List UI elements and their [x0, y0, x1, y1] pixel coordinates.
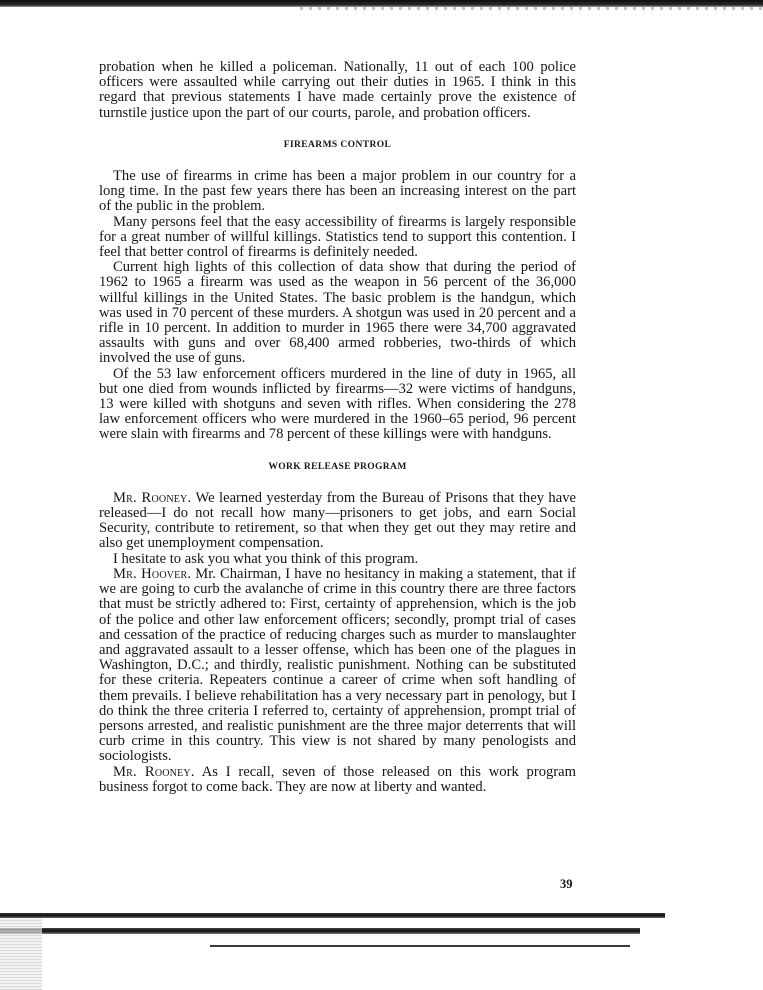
scan-speckle: [300, 7, 763, 10]
speaker-name: Mr. Rooney.: [113, 763, 195, 780]
paragraph-continuation: probation when he killed a policeman. Nationally, 11 out of each 100 police officers were assaulted while carrying out their duties in 1965. I think in this regard that previous statements I have made certainly prove the existence of turnstile justice upon the part of our courts, parole, and probation officers.: [99, 59, 576, 121]
page-number: 39: [560, 877, 573, 891]
paragraph: [99, 567, 576, 765]
paragraph-text: As I recall, seven of those released on this work program business forgot to come back. They are now at liberty and wanted.: [99, 763, 576, 795]
paragraph: Current high lights of this collection of data show that during the period of 1962 to 1965 a firearm was used as the weapon in 56 percent of the 36,000 willful killings in the United States. The basic problem is the handgun, which was used in 70 percent of these murders. A shotgun was used in 20 percent and a rifle in 10 percent. In addition to murder in 1965 there were 34,700 aggravated assaults with guns and over 68,400 armed robberies, two-thirds of which involved the use of guns.: [99, 259, 576, 367]
scan-border-bottom: [0, 928, 640, 934]
paragraph-text: We learned yesterday from the Bureau of Prisons that they have released—I do not recall how many—prisoners to get jobs, and earn Social Security, contribute to retirement, so that when they get out they may retire and also get unemployment compensation.: [99, 489, 576, 552]
section-heading-firearms-control: FIREARMS CONTROL: [283, 139, 392, 150]
paragraph: The use of firearms in crime has been a major problem in our country for a long time. In the past few years there has been an increasing interest on the part of the public in the problem.: [99, 168, 576, 215]
paragraph: [99, 765, 576, 795]
speaker-name: Mr. Hoover.: [113, 565, 192, 582]
paragraph: Of the 53 law enforcement officers murdered in the line of duty in 1965, all but one died from wounds inflicted by firearms—32 were victims of handguns, 13 were killed with shotguns and seven with rifles. When considering the 278 law enforcement officers who were murdered in the 1960–65 period, 96 percent were slain with firearms and 78 percent of these killings were with handguns.: [99, 365, 576, 443]
scan-border-bottom: [0, 913, 665, 918]
paragraph: [99, 491, 576, 552]
scan-edge-shadow: [0, 918, 42, 990]
paragraph: I hesitate to ask you what you think of this program.: [113, 550, 419, 567]
scan-border-top: [0, 0, 763, 7]
document-body: [99, 60, 576, 795]
speaker-name: Mr. Rooney.: [113, 489, 192, 506]
paragraph-text: Mr. Chairman, I have no hesitancy in making a statement, that if we are going to curb the avalanche of crime in this country there are three factors that must be strictly adhered to: First, certainty of apprehension, which is the job of the police and other law enforcement officers; secondly, prompt trial of cases and cessation of the practice of reducing charges such as murder to manslaughter and aggravated assault to a lesser offense, which has been one of the plagues in Washington, D.C.; and thirdly, realistic punishment. Nothing can be substituted for these criteria. Repeaters continue a career of crime when soft handling of them prevails. I believe rehabilitation has a very necessary part in penology, but I do think the three criteria I referred to, certainty of apprehension, prompt trial of persons arrested, and realistic punishment are the three major deterrents that will curb crime in this country. This view is not shared by many penologists and sociologists.: [99, 565, 576, 765]
section-heading-work-release-program: WORK RELEASE PROGRAM: [268, 461, 407, 472]
scan-border-bottom: [210, 945, 630, 947]
paragraph: Many persons feel that the easy accessibility of firearms is largely responsible for a great number of willful killings. Statistics tend to support this contention. I feel that better control of firearms is definitely needed.: [99, 213, 576, 261]
